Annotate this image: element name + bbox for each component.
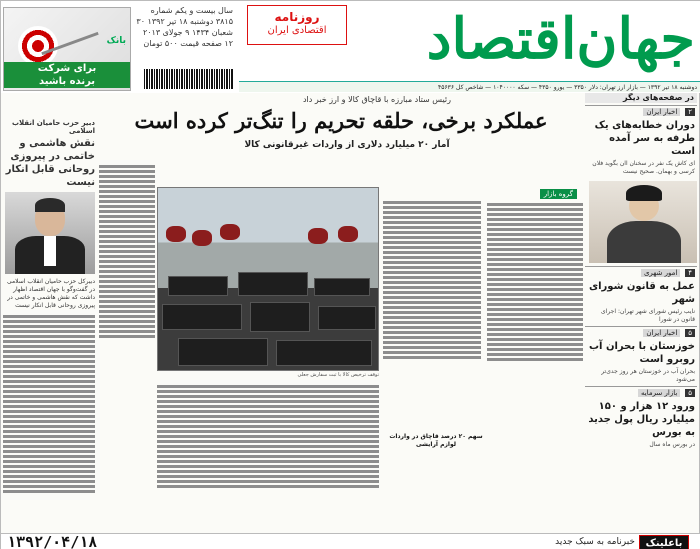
ad-slogan xyxy=(4,62,130,88)
device-box xyxy=(250,302,310,332)
motorcycle-shape xyxy=(308,228,328,244)
section-label: امور شهری xyxy=(641,269,680,277)
right-item-body: نایب رئیس شورای شهر تهران: اجرای قانون در شورا xyxy=(600,308,695,323)
right-item-headline: خوزستان با بحران آب روبرو است xyxy=(588,341,695,365)
footer-bar xyxy=(1,533,700,549)
body-column-4 xyxy=(99,163,155,529)
main-kicker: رئیس ستاد مبارزه با قاچاق کالا و ارز خبر داد xyxy=(302,95,452,104)
source-tagline: خبرنامه به سبک جدید xyxy=(555,537,635,547)
bank-advertisement[interactable] xyxy=(3,7,131,91)
right-item-headline: عمل به قانون شورای شهر xyxy=(588,281,695,305)
market-date-strip: دوشنبه ۱۸ تیر ۱۳۹۲ — بازار ارز تهران: دلار ۳۳۵۰ — یورو ۴۳۵۰ — سکه ۱۰۴۰۰۰۰ — شاخص کل ۴۵۶۳۶ xyxy=(239,81,700,92)
device-box xyxy=(276,340,372,366)
right-item-headline: ورود ۱۲ هزار و ۱۵۰ میلیارد ریال پول جدید به بورس xyxy=(588,401,695,438)
turban-shape xyxy=(626,185,662,201)
right-item-body: در بورس ماه سال xyxy=(649,441,695,448)
section-label: بازار سرمایه xyxy=(638,389,680,397)
logo-text: جهان‌اقتصاد xyxy=(426,6,695,72)
photo-caption: توقف ترخیص کالا با ثبت سفارش جعلی xyxy=(297,372,379,378)
page-number-badge: ۵ xyxy=(685,389,695,397)
motorcycle-shape xyxy=(166,226,186,242)
ad-slogan-line2: برنده باشید xyxy=(38,76,96,87)
page-number-badge: ۲ xyxy=(685,108,695,116)
right-item-body: ای کاش یک نفر در سخنان اان بگوید فلان کرسی و بهمان. صحیح نیست xyxy=(592,160,695,175)
target-icon xyxy=(18,26,58,66)
section-label: اخبار ایران xyxy=(643,329,680,337)
motorcycle-shape xyxy=(192,230,212,246)
main-headline[interactable]: عملکرد برخی، حلقه تحریم را تنگ‌تر کرده است xyxy=(134,108,548,133)
body-column-3 xyxy=(157,383,379,529)
right-column-title: در صفحه‌های دیگر xyxy=(585,93,697,103)
device-box xyxy=(168,276,228,296)
right-item-headline: دوران خطابه‌های یک طرفه به سر آمده است xyxy=(594,120,695,157)
center-note: سهم ۲۰ درصد قاچاق در واردات لوازم آرایشی xyxy=(389,433,483,448)
page-number-badge: ۴ xyxy=(685,269,695,277)
source-logo[interactable]: باعلینک xyxy=(639,535,689,549)
hair-shape xyxy=(35,198,65,212)
robe-shape xyxy=(607,221,681,263)
motorcycle-shape xyxy=(220,224,240,240)
badge-line2: اقتصادی ایران xyxy=(267,25,327,36)
right-item-4[interactable] xyxy=(585,386,697,451)
logo-badge xyxy=(247,5,347,45)
motorcycle-shape xyxy=(338,226,358,242)
issue-info: سال بیست و یکم شماره ۳۸۱۵ دوشنبه ۱۸ تیر ۱۳۹۲ ۳۰ شعبان ۱۴۳۴ ۹ جولای ۲۰۱۳ ۱۲ صفحه قیمت ۵۰۰ تومان xyxy=(136,6,233,48)
issue-date: ۱۳۹۲/۰۴/۱۸ xyxy=(7,533,98,549)
section-tag: گروه بازار xyxy=(540,189,577,199)
left-kicker: دبیر حزب حامیان انقلاب اسلامی xyxy=(11,119,95,135)
device-box xyxy=(178,338,268,366)
left-body-lines xyxy=(3,313,95,495)
main-story xyxy=(97,93,585,533)
right-item-2[interactable] xyxy=(585,266,697,326)
politician-photo xyxy=(5,192,95,274)
main-subhead: آمار ۲۰ میلیارد دلاری از واردات غیرقانونی کالا xyxy=(244,140,450,150)
section-label: اخبار ایران xyxy=(643,108,680,116)
barcode-icon xyxy=(144,69,234,89)
smuggled-goods-photo xyxy=(157,187,379,371)
badge-line1: روزنامه xyxy=(274,10,320,24)
page-number-badge: ۵ xyxy=(685,329,695,337)
left-headline[interactable]: نقش هاشمی و خاتمی در پیروزی روحانی قابل انکار نیست xyxy=(5,138,95,188)
device-box xyxy=(238,272,308,296)
device-box xyxy=(318,306,376,330)
ad-slogan-line1: برای شرکت xyxy=(37,63,97,74)
device-box xyxy=(162,304,242,330)
right-item-1[interactable] xyxy=(585,105,697,178)
shirt-shape xyxy=(44,236,56,266)
masthead xyxy=(1,1,700,93)
right-item-3[interactable] xyxy=(585,326,697,386)
right-column xyxy=(585,93,697,533)
right-item-body: بحران آب در خوزستان هر روز جدی‌تر می‌شود xyxy=(601,368,695,383)
body-column-1 xyxy=(487,201,583,529)
body-column-2 xyxy=(383,199,481,529)
cleric-portrait xyxy=(589,181,697,263)
left-column xyxy=(3,117,95,533)
ad-bank-name: بانک xyxy=(106,36,126,46)
device-box xyxy=(314,278,370,296)
newspaper-logo[interactable] xyxy=(239,3,700,81)
left-body: دبیرکل حزب حامیان انقلاب اسلامی در گفت‌وگو با جهان اقتصاد اظهار داشت که نقش هاشمی و خاتمی در پیروزی روحانی قابل انکار نیست xyxy=(6,278,95,309)
